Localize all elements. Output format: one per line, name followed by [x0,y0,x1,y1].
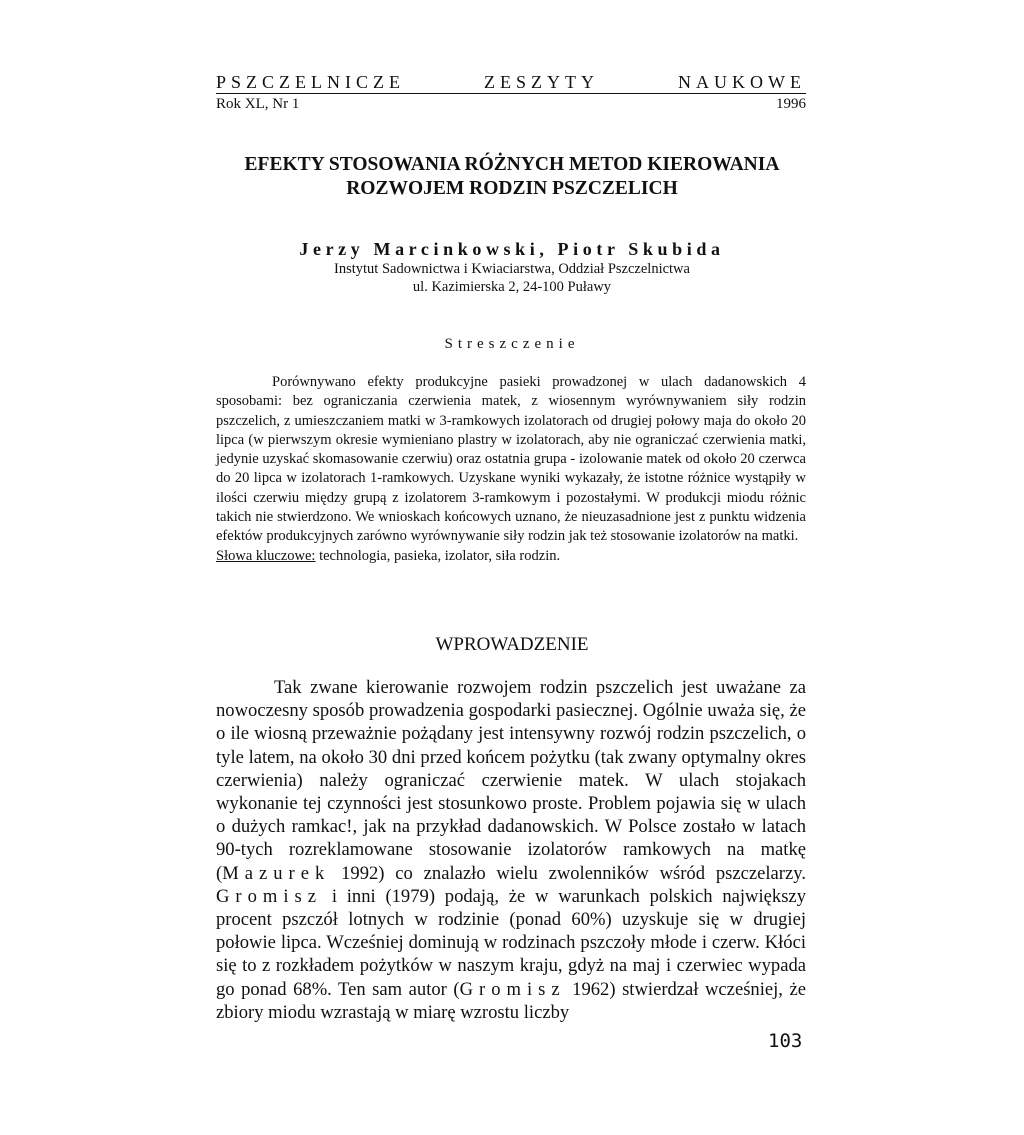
journal-title-word: NAUKOWE [678,72,806,92]
abstract-text [216,373,806,566]
body-text-run: i inni (1979) podają, że w warunkach polskich największy procent pszczół lotnych w rodzinie (ponad 60%) uzyskuje się w drugiej połowie lipca. Wcześniej dominują w rodzinach pszczoły młode i czerw. Kłóci się to z rozkładem pożytków w naszym kraju, gdyż na maj i czerwiec wypada go ponad 68%. Ten sam autor ( [216,885,806,1000]
article-title-line: ROZWOJEM RODZIN PSZCZELICH [346,178,678,199]
citation-author: Gromisz [459,978,566,1000]
article-title-line: EFEKTY STOSOWANIA RÓŻNYCH METOD KIEROWANIA [244,154,780,175]
journal-title-word: PSZCZELNICZE [216,72,405,92]
citation-author: Mazurek [222,862,331,884]
author-block [150,238,874,296]
page-number: 103 [768,1030,803,1052]
journal-title [216,72,806,94]
citation-author: Gromisz [216,885,323,907]
journal-header [216,72,806,113]
article-title [150,153,874,201]
body-text-run: 1992) co znalazło wielu zwolenników wśród pszczelarzy. [330,862,806,884]
affiliation-address: ul. Kazimierska 2, 24-100 Puławy [412,279,612,295]
author-names: Jerzy Marcinkowski, Piotr Skubida [299,239,725,259]
abstract-body: Porównywano efekty produkcyjne pasieki prowadzonej w ulach dadanowskich 4 sposobami: bez ograniczania czerwienia matek, z wiosennym wyrównywaniem siły rodzin pszczelich, z umieszczaniem matki w 3-ramkowych izolatorach od drugiej połowy maja do około 20 lipca (w pierwszym okresie wymieniano plastry w izolatorach, aby nie ograniczać czerwienia matki, jedynie uzyskać skomasowanie czerwiu) oraz ostatnia grupa - izolowanie matek od około 20 czerwca do 20 lipca w izolatorach 1-ramkowych. Uzyskane wyniki wykazały, że istotne różnice wystąpiły w ilości czerwiu między grupą z izolatorem 3-ramkowym i pozostałymi. W produkcji miodu różnic takich nie stwierdzono. We wnioskach końcowych uznano, że nieuzasadnione jest z punktu widzenia efektów produkcyjnych zarówno wyrównywanie siły rodzin jak też stosowanie izolatorów na matki. [216,374,806,545]
journal-volume: Rok XL, Nr 1 [216,96,300,112]
affiliation: Instytut Sadownictwa i Kwiaciarstwa, Oddział Pszczelnictwa [334,261,690,277]
journal-title-word: ZESZYTY [484,72,599,92]
abstract-heading: Streszczenie [444,336,580,352]
body-text-run: 1962) stwierdzał wcześniej, że zbiory miodu wzrastają w miarę wzrostu liczby [216,978,806,1023]
journal-meta [216,96,806,113]
section-body [216,676,806,1024]
keywords: technologia, pasieka, izolator, siła rodzin. [319,547,561,564]
section-heading: WPROWADZENIE [435,634,589,655]
keywords-label: Słowa kluczowe: [216,547,316,564]
body-text-run: Tak zwane kierowanie rozwojem rodzin pszczelich jest uważane za nowoczesny sposób prowadzenia gospodarki pasiecznej. Ogólnie uważa się, że o ile wiosną przeważnie pożądany jest intensywny rozwój rodzin pszczelich, o tyle latem, na około 30 dni przed końcem pożytku (tak zwany optymalny okres czerwienia) należy ograniczać czerwienie matek. W ulach stojakach wykonanie tej czynności jest stosunkowo proste. Problem pojawia się w ulach o dużych ramkac!, jak na przykład dadanowskich. W Polsce zostało w latach 90-tych rozreklamowane stosowanie izolatorów ramkowych na matkę ( [216,677,806,884]
journal-year: 1996 [776,96,806,112]
